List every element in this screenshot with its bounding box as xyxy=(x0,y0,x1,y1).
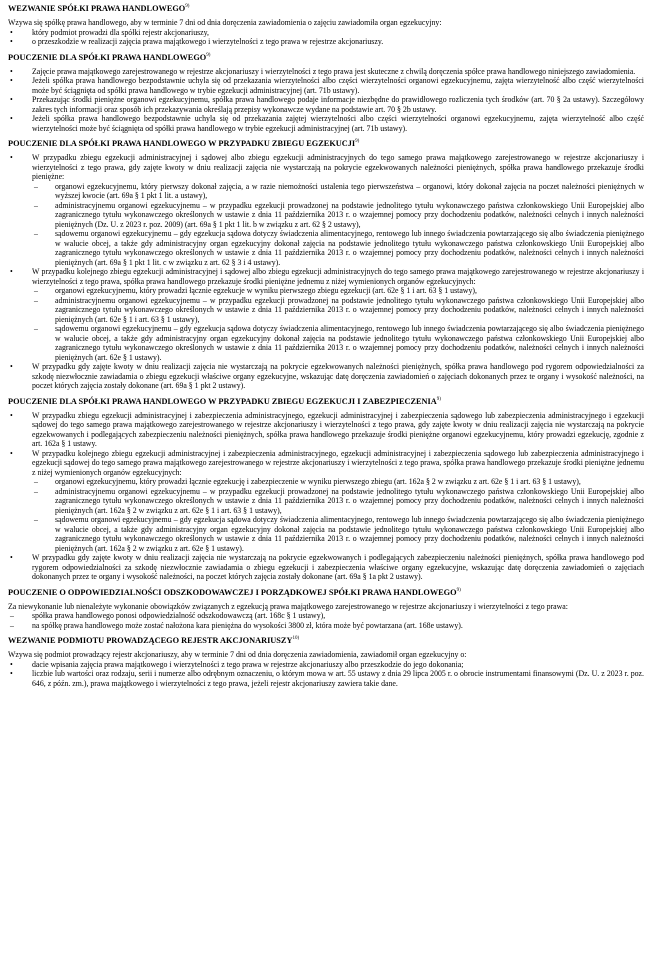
footnote-ref: 9) xyxy=(355,139,360,145)
footnote-ref: 9) xyxy=(185,4,190,10)
dash-item: – spółka prawa handlowego ponosi odpowiedzialność odszkodowawczą (art. 168c § 1 ustawy), xyxy=(8,611,644,621)
section-call-to-registry xyxy=(8,636,644,688)
dash-list xyxy=(8,611,644,630)
dash-list xyxy=(32,286,644,362)
dash-list xyxy=(32,182,644,268)
list-item: • Zajęcie prawa majątkowego zarejestrowanego w rejestrze akcjonariuszy i wierzytelności z tego prawa jest skuteczne z chwilą doręczenia spółce prawa handlowego niniejszego zawiadomienia. xyxy=(8,67,644,77)
list-item: • W przypadku kolejnego zbiegu egzekucji administracyjnej i sądowej albo zbiegu egzekucji administracyjnych do tego samego prawa majątkowego zarejestrowanego w rejestrze akcjonariuszy i wierzytelności z tego prawa, spółka prawa handlowego przekazuje środki pieniężne jednemu z niżej wymienionych organów egzekucyjnych: – organowi egzekucyjnemu, który prowadzi łącznie egzekucje w wyniku pierwszego zbiegu egzekucji (art. 62e § 1 i art. 63 § 1 ustawy), – administracyjnemu organowi egzekucyjnemu – w przypadku egzekucji prowadzonej na podstawie jednolitego tytułu wykonawczego państwa członkowskiego Unii Europejskiej albo zagranicznego tytułu wykonawczego określonych w ustawie z dnia 11 października 2013 r. o wzajemnej pomocy przy dochodzeniu podatków, należności celnych i innych należności pieniężnych (art. 62e § 1 i art. 63 § 1 ustawy), – sądowemu organowi egzekucyjnemu – gdy egzekucja sądowa dotyczy świadczenia alimentacyjnego, rentowego lub innego świadczenia powtarzającego się albo świadczenia pieniężnego w walucie obcej, a także gdy administracyjny organ egzekucyjny dokonał zajęcia na podstawie jednolitego tytułu wykonawczego państwa członkowskiego Unii Europejskiej albo zagranicznego tytułu wykonawczego określonych w ustawie z dnia 11 października 2013 r. o wzajemnej pomocy przy dochodzeniu podatków, należności celnych i innych należności pieniężnych (art. 62e § 1 ustawy). xyxy=(8,267,644,362)
footnote-ref: 9) xyxy=(436,396,441,402)
footnote-ref: 9) xyxy=(456,587,461,593)
list-item: • o przeszkodzie w realizacji zajęcia prawa majątkowego i wierzytelności z tego prawa w rejestrze akcjonariuszy. xyxy=(8,37,644,47)
list-item: • W przypadku kolejnego zbiegu egzekucji administracyjnej i zabezpieczenia administracyjnego, egzekucji administracyjnej i zabezpieczenia sądowego lub zabezpieczenia administracyjnego i egzekucji sądowej do tego samego prawa majątkowego zarejestrowanego w rejestrze akcjonariuszy i wierzytelności z tego prawa, spółka prawa handlowego przekazuje środki pieniężne jednemu z niżej wymienionych organów egzekucyjnych: – organowi egzekucyjnemu, który prowadzi łącznie egzekucję i zabezpieczenie w wyniku pierwszego zbiegu (art. 162a § 2 w związku z art. 62e § 1 i art. 63 § 1 ustawy), – administracyjnemu organowi egzekucyjnemu – w przypadku egzekucji prowadzonej na podstawie jednolitego tytułu wykonawczego państwa członkowskiego Unii Europejskiej albo zagranicznego tytułu wykonawczego określonych w ustawie z dnia 11 października 2013 r. o wzajemnej pomocy przy dochodzeniu podatków, należności celnych i innych należności pieniężnych (art. 162a § 2 w związku z art. 62e § 1 i art. 63 § 1 ustawy), – sądowemu organowi egzekucyjnemu – gdy egzekucja sądowa dotyczy świadczenia alimentacyjnego, rentowego lub innego świadczenia powtarzającego się albo świadczenia pieniężnego w walucie obcej, a także gdy administracyjny organ egzekucyjny dokonał zajęcia na podstawie jednolitego tytułu wykonawczego państwa członkowskiego Unii Europejskiej albo zagranicznego tytułu wykonawczego określonych w ustawie z dnia 11 października 2013 r. o wzajemnej pomocy przy dochodzeniu podatków, należności celnych i innych należności pieniężnych (art. 162a § 2 w związku z art. 62e § 1 ustawy). xyxy=(8,449,644,554)
section-heading: WEZWANIE PODMIOTU PROWADZĄCEGO REJESTR AKCJONARIUSZY$^{10)}$ xyxy=(8,636,300,645)
footnote-ref: 9) xyxy=(206,52,211,58)
section-heading: POUCZENIE O ODPOWIEDZIALNOŚCI ODSZKODOWAWCZEJ I PORZĄDKOWEJ SPÓŁKI PRAWA HANDLOWEGO$^{9)}$ xyxy=(8,587,461,597)
list-item: • liczbie lub wartości oraz rodzaju, serii i numerze albo odrębnym oznaczeniu, o którym mowa w art. 55 ustawy z dnia 29 lipca 2005 r. o obrocie instrumentami finansowymi (Dz. U. z 2023 r. poz. 646, z późn. zm.), prawa majątkowego i wierzytelności z tego prawa, jeżeli rejestr akcjonariuszy zawiera takie dane. xyxy=(8,669,644,688)
dash-item: – administracyjnemu organowi egzekucyjnemu – w przypadku egzekucji prowadzonej na podstawie jednolitego tytułu wykonawczego państwa członkowskiego Unii Europejskiej albo zagranicznego tytułu wykonawczego określonych w ustawie z dnia 11 października 2013 r. o wzajemnej pomocy przy dochodzeniu podatków, należności celnych i innych należności pieniężnych (art. 62e § 1 i art. 63 § 1 ustawy), xyxy=(32,296,644,325)
footnote-ref: 10) xyxy=(292,636,300,642)
dash-item: – administracyjnemu organowi egzekucyjnemu – w przypadku egzekucji prowadzonej na podstawie jednolitego tytułu wykonawczego państwa członkowskiego Unii Europejskiej albo zagranicznego tytułu wykonawczego określonych w ustawie z dnia 11 października 2013 r. o wzajemnej pomocy przy dochodzeniu podatków, należności celnych i innych należności pieniężnych (Dz. U. z 2023 r. poz. 2009) (art. 69a § 1 pkt 1 lit. b w związku z art. 62 § 2 ustawy), xyxy=(32,201,644,230)
section-heading: WEZWANIE SPÓŁKI PRAWA HANDLOWEGO$^{9)}$ xyxy=(8,4,190,13)
section-heading: POUCZENIE DLA SPÓŁKI PRAWA HANDLOWEGO W PRZYPADKU ZBIEGU EGZEKUCJI$^{9)}$ xyxy=(8,139,360,148)
section-intro: Wzywa się spółkę prawa handlowego, aby w terminie 7 dni od dnia doręczenia zawiadomienia o zajęciu zawiadomiła organ egzekucyjny: xyxy=(8,18,442,27)
dash-item: – sądowemu organowi egzekucyjnemu – gdy egzekucja sądowa dotyczy świadczenia alimentacyjnego, rentowego lub innego świadczenia powtarzającego się albo świadczenia pieniężnego w walucie obcej, a także gdy administracyjny organ egzekucyjny dokonał zajęcia na podstawie jednolitego tytułu wykonawczego państwa członkowskiego Unii Europejskiej albo zagranicznego tytułu wykonawczego określonych w ustawie z dnia 11 października 2013 r. o wzajemnej pomocy przy dochodzeniu podatków, należności celnych i innych należności pieniężnych (art. 69a § 1 pkt 1 lit. c w związku z art. 62 § 3 i 4 ustawy). xyxy=(32,229,644,267)
bullet-list xyxy=(8,28,644,47)
dash-item: – organowi egzekucyjnemu, który prowadzi łącznie egzekucję i zabezpieczenie w wyniku pierwszego zbiegu (art. 162a § 2 w związku z art. 62e § 1 i art. 63 § 1 ustawy), xyxy=(32,477,644,487)
section-heading: POUCZENIE DLA SPÓŁKI PRAWA HANDLOWEGO$^{9)}$ xyxy=(8,52,211,62)
section-intro: Wzywa się podmiot prowadzący rejestr akcjonariuszy, aby w terminie 7 dni od dnia doręczenia zawiadomienia, zawiadomił organ egzekucyjny o: xyxy=(8,650,467,659)
list-item: • Jeżeli spółka prawa handlowego bezpodstawnie uchyla się od przekazania zajętej wierzytelności albo części wierzytelności organowi egzekucyjnemu, zajęta wierzytelność albo część wierzytelności może być ściągnięta od spółki prawa handlowego w trybie egzekucji administracyjnej (art. 71b ustawy). xyxy=(8,114,644,133)
dash-item: – na spółkę prawa handlowego może zostać nałożona kara pieniężna do wysokości 3800 zł, która może być powtarzana (art. 168e ustawy). xyxy=(8,621,644,631)
list-item: • W przypadku zbiegu egzekucji administracyjnej i sądowej albo zbiegu egzekucji administracyjnych do tego samego prawa majątkowego zarejestrowanego w rejestrze akcjonariuszy i wierzytelności z tego prawa, gdy zajęte kwoty w dniu realizacji zajęcia nie wystarczają na pokrycie egzekwowanych należności pieniężnych, spółka prawa handlowego przekazuje środki pieniężne: – organowi egzekucyjnemu, który pierwszy dokonał zajęcia, a w razie niemożności ustalenia tego pierwszeństwa – organowi, który dokonał zajęcia na poczet należności pieniężnych w wyższej kwocie (art. 69a § 1 pkt 1 lit. a ustawy), – administracyjnemu organowi egzekucyjnemu – w przypadku egzekucji prowadzonej na podstawie jednolitego tytułu wykonawczego państwa członkowskiego Unii Europejskiej albo zagranicznego tytułu wykonawczego określonych w ustawie z dnia 11 października 2013 r. o wzajemnej pomocy przy dochodzeniu podatków, należności celnych i innych należności pieniężnych (Dz. U. z 2023 r. poz. 2009) (art. 69a § 1 pkt 1 lit. b w związku z art. 62 § 2 ustawy), – sądowemu organowi egzekucyjnemu – gdy egzekucja sądowa dotyczy świadczenia alimentacyjnego, rentowego lub innego świadczenia powtarzającego się albo świadczenia pieniężnego w walucie obcej, a także gdy administracyjny organ egzekucyjny dokonał zajęcia na podstawie jednolitego tytułu wykonawczego państwa członkowskiego Unii Europejskiej albo zagranicznego tytułu wykonawczego określonych w ustawie z dnia 11 października 2013 r. o wzajemnej pomocy przy dochodzeniu podatków, należności celnych i innych należności pieniężnych (art. 69a § 1 pkt 1 lit. c w związku z art. 62 § 3 i 4 ustawy). xyxy=(8,153,644,267)
section-concurrent-enforcement-security xyxy=(8,397,644,582)
bullet-list xyxy=(8,660,644,689)
section-instruction-company xyxy=(8,53,644,134)
list-item: • W przypadku gdy zajęte kwoty w dniu realizacji zajęcia nie wystarczają na pokrycie egzekwowanych należności pieniężnych, spółka prawa handlowego pod rygorem odpowiedzialności za szkodę niezwłocznie zawiadamia o zbiegu egzekucji właściwe organy egzekucyjne, wskazując datę doręczenia zawiadomień o zajęciach dokonanych przez te organy i wysokość należności, na poczet których zajęcia zostały dokonane (art. 69a § 1 pkt 2 ustawy). xyxy=(8,362,644,391)
bullet-list xyxy=(8,411,644,582)
bullet-list xyxy=(8,67,644,134)
section-heading: POUCZENIE DLA SPÓŁKI PRAWA HANDLOWEGO W PRZYPADKU ZBIEGU EGZEKUCJI I ZABEZPIECZENIA$^{9)}$ xyxy=(8,396,441,406)
dash-item: – organowi egzekucyjnemu, który pierwszy dokonał zajęcia, a w razie niemożności ustalenia tego pierwszeństwa – organowi, który dokonał zajęcia na poczet należności pieniężnych w wyższej kwocie (art. 69a § 1 pkt 1 lit. a ustawy), xyxy=(32,182,644,201)
section-call-to-company xyxy=(8,4,644,47)
section-liability xyxy=(8,588,644,631)
dash-item: – sądowemu organowi egzekucyjnemu – gdy egzekucja sądowa dotyczy świadczenia alimentacyjnego, rentowego lub innego świadczenia powtarzającego się albo świadczenia pieniężnego w walucie obcej, a także gdy administracyjny organ egzekucyjny dokonał zajęcia na podstawie jednolitego tytułu wykonawczego państwa członkowskiego Unii Europejskiej albo zagranicznego tytułu wykonawczego określonych w ustawie z dnia 11 października 2013 r. o wzajemnej pomocy przy dochodzeniu podatków, należności celnych i innych należności pieniężnych (art. 162a § 2 w związku z art. 62e § 1 ustawy). xyxy=(32,515,644,553)
list-item: • W przypadku gdy zajęte kwoty w dniu realizacji zajęcia nie wystarczają na pokrycie egzekwowanych i podlegających zabezpieczeniu należności pieniężnych, spółka prawa handlowego pod rygorem odpowiedzialności za szkodę niezwłocznie zawiadamia o zbiegu egzekucji i zabezpieczenia właściwe organy egzekucyjne, wskazując datę doręczenia zawiadomień o zajęciach dokonanych przez te organy i wysokość należności, na poczet których zajęcia zostały dokonane (art. 69a § 1a pkt 2 ustawy). xyxy=(8,553,644,582)
dash-list xyxy=(32,477,644,553)
dash-item: – administracyjnemu organowi egzekucyjnemu – w przypadku egzekucji prowadzonej na podstawie jednolitego tytułu wykonawczego państwa członkowskiego Unii Europejskiej albo zagranicznego tytułu wykonawczego określonych w ustawie z dnia 11 października 2013 r. o wzajemnej pomocy przy dochodzeniu podatków, należności celnych i innych należności pieniężnych (art. 162a § 2 w związku z art. 62e § 1 i art. 63 § 1 ustawy), xyxy=(32,487,644,516)
list-item: • Przekazując środki pieniężne organowi egzekucyjnemu, spółka prawa handlowego podaje informacje niezbędne do prawidłowego rozliczenia tych środków (art. 70 § 2a ustawy). Szczegółowy zakres tych informacji oraz sposób ich przekazywania określają przepisy wykonawcze wydane na podstawie art. 70 § 2b ustawy. xyxy=(8,95,644,114)
list-item: • W przypadku zbiegu egzekucji administracyjnej i zabezpieczenia administracyjnego, egzekucji administracyjnej i zabezpieczenia sądowego lub zabezpieczenia administracyjnego i egzekucji sądowej do tego samego prawa majątkowego zarejestrowanego w rejestrze akcjonariuszy i wierzytelności z tego prawa, gdy zajęte kwoty w dniu realizacji zajęcia nie wystarczają na pokrycie egzekwowanych i podlegających zabezpieczeniu należności pieniężnych, spółka prawa handlowego przekazuje środki pieniężne organowi egzekucyjnemu, który prowadzi egzekucję, zgodnie z art. 162a § 1 ustawy. xyxy=(8,411,644,449)
dash-item: – sądowemu organowi egzekucyjnemu – gdy egzekucja sądowa dotyczy świadczenia alimentacyjnego, rentowego lub innego świadczenia powtarzającego się albo świadczenia pieniężnego w walucie obcej, a także gdy administracyjny organ egzekucyjny dokonał zajęcia na podstawie jednolitego tytułu wykonawczego państwa członkowskiego Unii Europejskiej albo zagranicznego tytułu wykonawczego określonych w ustawie z dnia 11 października 2013 r. o wzajemnej pomocy przy dochodzeniu podatków, należności celnych i innych należności pieniężnych (art. 62e § 1 ustawy). xyxy=(32,324,644,362)
list-item: • który podmiot prowadzi dla spółki rejestr akcjonariuszy, xyxy=(8,28,644,38)
section-concurrent-enforcement xyxy=(8,139,644,391)
list-item: • Jeżeli spółka prawa handlowego bezpodstawnie uchyla się od przekazania wierzytelności albo części wierzytelności organowi egzekucyjnemu, zajęta wierzytelność albo część wierzytelności może być ściągnięta od spółki prawa handlowego w trybie egzekucji administracyjnej (art. 71b ustawy). xyxy=(8,76,644,95)
bullet-list xyxy=(8,153,644,391)
section-intro: Za niewykonanie lub nienależyte wykonanie obowiązków związanych z egzekucją prawa majątkowego zarejestrowanego w rejestrze akcjonariuszy i wierzytelności z tego prawa: xyxy=(8,601,568,611)
list-item: • dacie wpisania zajęcia prawa majątkowego i wierzytelności z tego prawa w rejestrze akcjonariuszy albo przeszkodzie do jego dokonania; xyxy=(8,660,644,670)
dash-item: – organowi egzekucyjnemu, który prowadzi łącznie egzekucje w wyniku pierwszego zbiegu egzekucji (art. 62e § 1 i art. 63 § 1 ustawy), xyxy=(32,286,644,296)
